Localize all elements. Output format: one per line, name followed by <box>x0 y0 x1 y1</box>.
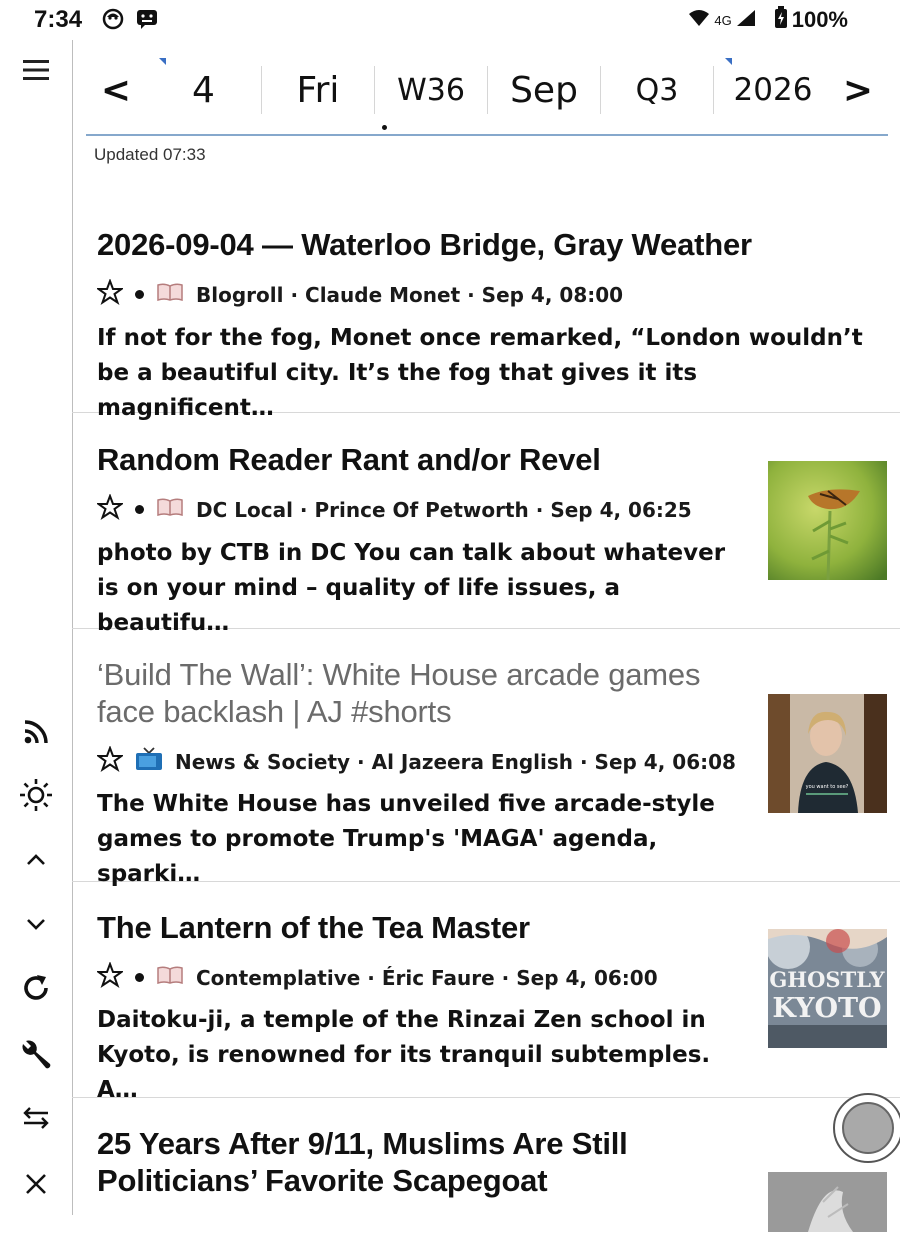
article-thumbnail <box>768 929 887 1048</box>
close-icon <box>25 1173 47 1195</box>
feeds-button[interactable] <box>0 710 72 754</box>
wrench-icon <box>19 1037 53 1071</box>
year-selector[interactable]: 2026 <box>733 72 813 108</box>
article-title: Random Reader Rant and/or Revel <box>97 442 601 477</box>
book-icon <box>156 282 184 307</box>
book-icon <box>156 497 184 522</box>
signal-icon <box>736 7 756 33</box>
message-notification-icon <box>135 8 159 35</box>
left-toolbar <box>0 40 73 1215</box>
category-label: News & Society · Al Jazeera English · Sep 4, 06:08 <box>175 749 736 774</box>
article-snippet: If not for the fog, Monet once remarked, “London wouldn’t be a beautiful city. It’s the fog that gives it its magnificent… <box>97 325 863 421</box>
quarter-selector[interactable]: Q3 <box>635 72 679 108</box>
category-label: Blogroll · Claude Monet · Sep 4, 08:00 <box>196 282 624 307</box>
prev-date-button[interactable]: < <box>100 69 132 111</box>
circle-icon <box>842 1102 894 1154</box>
list-item[interactable] <box>72 882 900 1103</box>
star-icon[interactable] <box>97 494 123 525</box>
today-dot <box>382 125 387 130</box>
article-snippet: photo by CTB in DC You can talk about whatever is on your mind – quality of life issues, a beautifu… <box>97 540 726 636</box>
marker-icon <box>159 58 166 65</box>
brightness-icon <box>19 778 53 812</box>
category-label: DC Local · Prince Of Petworth · Sep 4, 06:25 <box>196 497 692 522</box>
updated-label: Updated 07:33 <box>94 145 206 164</box>
rss-icon <box>23 719 49 745</box>
category-label: Contemplative · Éric Faure · Sep 4, 06:00 <box>196 965 658 990</box>
article-list <box>72 195 900 1238</box>
article-thumbnail <box>768 694 887 813</box>
list-item[interactable] <box>72 195 900 421</box>
network-type: 4G <box>714 12 732 28</box>
month-selector[interactable]: Sep <box>510 69 578 111</box>
list-item[interactable] <box>72 1098 900 1238</box>
book-icon <box>156 965 184 990</box>
swap-icon <box>22 1105 50 1131</box>
article-title: The Lantern of the Tea Master <box>97 910 530 945</box>
scroll-up-button[interactable] <box>0 838 72 882</box>
list-item[interactable] <box>72 629 900 887</box>
refresh-button[interactable] <box>0 966 72 1010</box>
unread-dot <box>135 973 144 982</box>
battery-percent: 100% <box>791 7 848 32</box>
list-item[interactable] <box>72 413 900 636</box>
theme-button[interactable] <box>0 773 72 817</box>
article-title: 2026-09-04 — Waterloo Bridge, Gray Weather <box>97 227 752 262</box>
battery-icon <box>774 6 788 34</box>
week-selector[interactable]: W36 <box>397 72 465 108</box>
article-snippet: The White House has unveiled five arcade-style games to promote Trump's 'MAGA' agenda, sparki… <box>97 791 715 887</box>
article-title: 25 Years After 9/11, Muslims Are Still Politicians’ Favorite Scapegoat <box>97 1126 628 1198</box>
menu-icon <box>22 58 50 82</box>
day-selector[interactable]: 4 <box>192 69 215 111</box>
star-icon[interactable] <box>97 962 123 993</box>
tv-icon <box>135 747 163 776</box>
wifi-icon <box>688 7 710 33</box>
star-icon[interactable] <box>97 746 123 777</box>
settings-button[interactable] <box>0 1032 72 1076</box>
scroll-down-button[interactable] <box>0 902 72 946</box>
chevron-up-icon <box>25 853 47 867</box>
star-icon[interactable] <box>97 279 123 310</box>
article-thumbnail <box>768 461 887 580</box>
unread-dot <box>135 290 144 299</box>
article-title: ‘Build The Wall’: White House arcade games face backlash | AJ #shorts <box>97 657 701 729</box>
weekday-selector[interactable]: Fri <box>296 69 340 111</box>
refresh-icon <box>21 973 51 1003</box>
svg-text:you want to see?: you want to see? <box>805 784 849 790</box>
status-bar <box>0 0 900 40</box>
sort-button[interactable] <box>0 1096 72 1140</box>
svg-text:KYOTO: KYOTO <box>772 993 882 1024</box>
date-navigator <box>86 48 888 136</box>
next-date-button[interactable]: > <box>842 69 874 111</box>
face-notification-icon <box>102 8 124 35</box>
article-snippet: Daitoku-ji, a temple of the Rinzai Zen school in Kyoto, is renowned for its tranquil subtemples. A… <box>97 1007 711 1103</box>
unread-dot <box>135 505 144 514</box>
marker-icon <box>725 58 732 65</box>
floating-action-button[interactable] <box>833 1093 900 1163</box>
status-time: 7:34 <box>34 6 83 33</box>
svg-text:GHOSTLY: GHOSTLY <box>769 967 885 992</box>
close-button[interactable] <box>0 1162 72 1206</box>
article-thumbnail <box>768 1172 887 1232</box>
chevron-down-icon <box>25 917 47 931</box>
